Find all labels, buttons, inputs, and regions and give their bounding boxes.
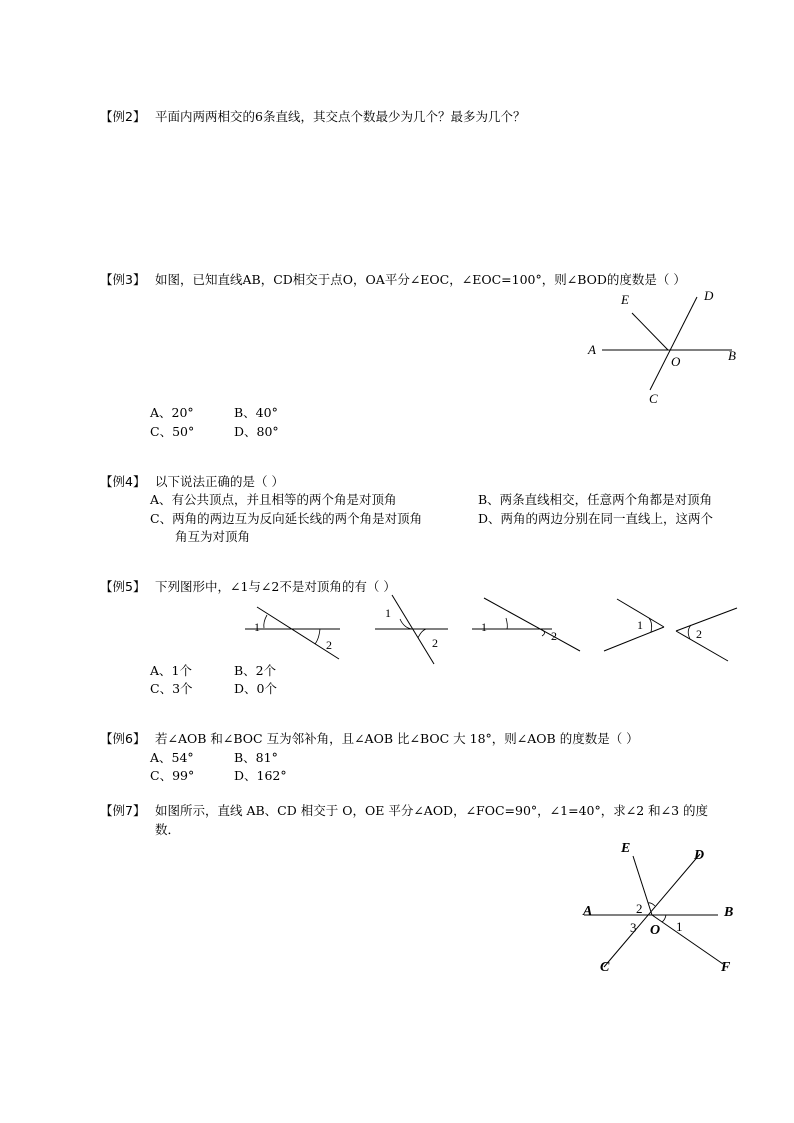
option-c: C、99°	[150, 768, 195, 783]
point-label: C	[649, 391, 658, 406]
option-b: B、两条直线相交，任意两个角都是对顶角	[478, 492, 713, 507]
point-label: D	[694, 848, 705, 863]
question-text: 若∠AOB 和∠BOC 互为邻补角，且∠AOB 比∠BOC 大 18°，则∠AOB 的度数是（ ）	[155, 731, 639, 746]
example-label: 【例5】	[100, 579, 146, 594]
ex3-figure	[585, 285, 745, 410]
option-d-continued: 角互为对顶角	[175, 529, 251, 544]
svg-text:1: 1	[481, 620, 487, 634]
example-label: 【例7】	[100, 803, 146, 818]
option-b: B、40°	[234, 405, 278, 420]
question-text-continued: 数．	[155, 822, 181, 837]
svg-text:1: 1	[385, 606, 391, 620]
example-label: 【例3】	[100, 272, 146, 287]
question-text: 平面内两两相交的6条直线，其交点个数最少为几个？最多为几个？	[155, 109, 526, 124]
ex5-figures	[240, 595, 740, 665]
question-text: 下列图形中，∠1与∠2不是对顶角的有（ ）	[155, 579, 396, 594]
option-a: A、有公共顶点，并且相等的两个角是对顶角	[150, 492, 397, 507]
ex7-figure	[578, 836, 743, 981]
option-d: D、0个	[234, 681, 277, 696]
option-d: D、两角的两边分别在同一直线上，这两个	[478, 511, 714, 526]
point-label: B	[728, 348, 736, 363]
point-label: A	[588, 342, 596, 357]
example-label: 【例4】	[100, 474, 146, 489]
angle-label: 1	[676, 919, 683, 934]
question-text: 如图所示，直线 AB、CD 相交于 O，OE 平分∠AOD，∠FOC=90°，∠1=40°，求∠2 和∠3 的度	[155, 803, 709, 818]
question-text: 如图，已知直线AB，CD相交于点O，OA平分∠EOC，∠EOC=100°，则∠BOD的度数是（ ）	[155, 272, 686, 287]
figure-1	[245, 607, 340, 659]
option-c: C、50°	[150, 424, 195, 439]
option-d: D、80°	[234, 424, 279, 439]
angle-label: 2	[636, 901, 643, 916]
svg-text:2: 2	[326, 638, 332, 652]
option-a: A、20°	[150, 405, 194, 420]
point-label: E	[621, 841, 631, 856]
option-d: D、162°	[234, 768, 287, 783]
figure-3	[472, 598, 580, 651]
point-label: C	[600, 960, 610, 975]
point-label: A	[583, 904, 593, 919]
example-label: 【例6】	[100, 731, 146, 746]
svg-text:2: 2	[432, 636, 438, 650]
angle-label: 3	[630, 920, 637, 935]
option-b: B、81°	[234, 750, 278, 765]
point-label: D	[704, 288, 714, 303]
figure-4	[604, 599, 737, 661]
point-label: E	[621, 292, 629, 307]
option-a: A、54°	[150, 750, 194, 765]
svg-text:1: 1	[254, 620, 260, 634]
example-label: 【例2】	[100, 109, 146, 124]
point-label: O	[671, 354, 681, 369]
svg-text:2: 2	[696, 627, 702, 641]
figure-2	[375, 595, 448, 664]
point-label: O	[650, 923, 661, 938]
point-label: B	[724, 905, 734, 920]
svg-text:1: 1	[637, 618, 643, 632]
option-b: B、2个	[234, 663, 277, 678]
option-c: C、3个	[150, 681, 193, 696]
option-c: C、两角的两边互为反向延长线的两个角是对顶角	[150, 511, 423, 526]
option-a: A、1个	[150, 663, 192, 678]
point-label: F	[721, 960, 731, 975]
svg-text:2: 2	[551, 629, 557, 643]
question-text: 以下说法正确的是（ ）	[155, 474, 284, 489]
